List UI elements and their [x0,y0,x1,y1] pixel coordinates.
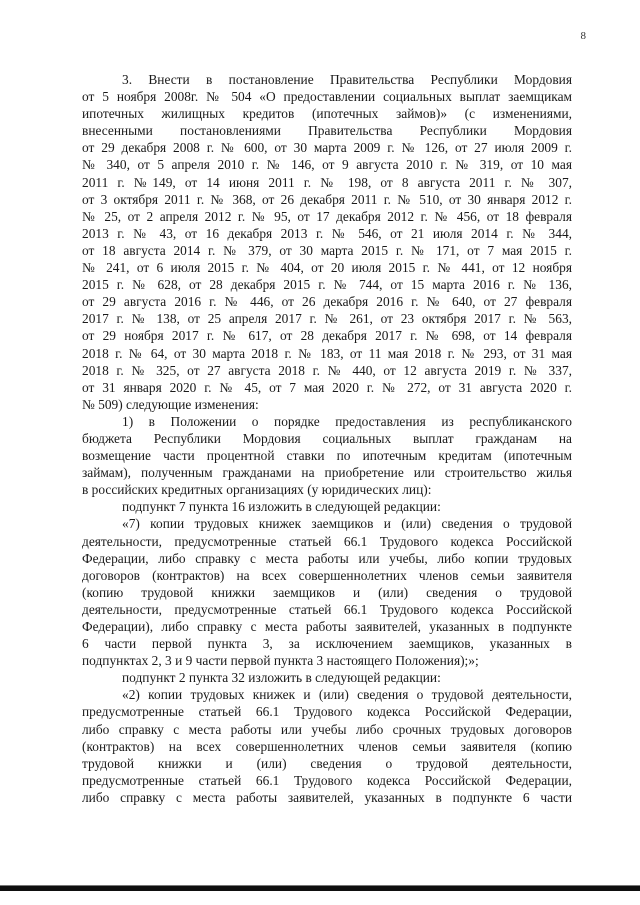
text-line: Федерации, либо справку с места работы или учебы, либо копии трудовых [82,550,572,566]
text-line: займам), полученным гражданами на приобретение или строительство жилья [82,465,572,481]
text-line: от 18 августа 2014 г. № 379, от 30 марта 2015 г. № 171, от 7 мая 2015 г. [82,242,572,258]
text-line: внесенными постановлениями Правительства Республики Мордовия [82,123,572,139]
text-line: от 29 ноября 2017 г. № 617, от 28 декабря 2017 г. № 698, от 14 февраля [82,328,572,344]
text-line: Федерации), либо справку с места работы заявителей, указанных в подпункте [82,619,572,634]
text-line: № 25, от 2 апреля 2012 г. № 95, от 17 декабря 2012 г. № 456, от 18 февраля [82,208,572,224]
text-line: подпунктах 2, 3 и 9 части первой пункта 3 настоящего Положения);»; [82,653,479,669]
text-line: от 29 августа 2016 г. № 446, от 26 декабря 2016 г. № 640, от 27 февраля [82,294,572,310]
text-line: № 241, от 6 июля 2015 г. № 404, от 20 июля 2015 г. № 441, от 12 ноября [82,260,572,276]
text-line: в российских кредитных организациях (у юридических лиц): [82,482,432,498]
scan-edge-bar [0,886,640,891]
text-line: от 29 декабря 2008 г. № 600, от 30 марта 2009 г. № 126, от 27 июля 2009 г. [82,140,572,156]
text-line: предусмотренные статьей 66.1 Трудового кодекса Российской Федерации, [82,704,572,720]
text-line: либо справку с места работы или учебы либо срочных трудовых договоров [82,721,572,737]
text-line: № 509) следующие изменения: [82,396,259,412]
text-line: предусмотренные статьей 66.1 Трудового кодекса Российской Федерации, [82,772,572,788]
text-line: 2018 г. № 64, от 30 марта 2018 г. № 183, от 11 мая 2018 г. № 293, от 31 мая [82,345,572,361]
text-line: от 5 ноября 2008г. № 504 «О предоставлении социальных выплат заемщикам [82,89,572,105]
text-line: № 340, от 5 апреля 2010 г. № 146, от 9 августа 2010 г. № 319, от 10 мая [82,157,572,173]
page-number: 8 [580,30,586,42]
text-line: 6 части первой пункта 3, за исключением заемщиков, указанных в [82,636,572,652]
text-line: ипотечных жилищных кредитов (ипотечных займов)» (с изменениями, [82,106,572,122]
text-line: 2015 г. № 628, от 28 декабря 2015 г. № 744, от 15 марта 2016 г. № 136, [82,277,572,293]
text-line: либо справку с места работы заявителей, указанных в подпункте 6 части [82,789,572,805]
text-line: возмещение части процентной ставки по ипотечным кредитам (ипотечным [82,448,572,464]
text-line: 2017 г. № 138, от 25 апреля 2017 г. № 261, от 23 октября 2017 г. № 563, [82,311,572,327]
text-line: 1) в Положении о порядке предоставления из республиканского [122,413,572,429]
text-line: от 3 октября 2011 г. № 368, от 26 декабря 2011 г. № 510, от 30 января 2012 г. [82,191,572,207]
text-line: от 31 января 2020 г. № 45, от 7 мая 2020 г. № 272, от 31 августа 2020 г. [82,379,572,395]
text-line: деятельности, предусмотренные статьей 66.1 Трудового кодекса Российской [82,601,572,617]
text-line: бюджета Республики Мордовия социальных выплат гражданам на [82,430,572,446]
text-line: (контрактов) на всех совершеннолетних членов семьи заявителя (копию [82,738,572,754]
text-line: (копию трудовой книжки заемщиков и (или) сведения о трудовой [82,584,572,600]
text-line: подпункт 7 пункта 16 изложить в следующей редакции: [122,499,441,515]
text-line: 3. Внести в постановление Правительства Республики Мордовия [122,72,572,87]
text-line: «2) копии трудовых книжек и (или) сведения о трудовой деятельности, [122,687,572,703]
text-line: 2011 г. №149, от 14 июня 2011 г. № 198, от 8 августа 2011 г. № 307, [82,174,572,190]
text-line: 2013 г. № 43, от 16 декабря 2013 г. № 546, от 21 июля 2014 г. № 344, [82,225,572,241]
text-line: «7) копии трудовых книжек заемщиков и (или) сведения о трудовой [122,516,572,532]
text-line: 2018 г. № 325, от 27 августа 2018 г. № 440, от 12 августа 2019 г. № 337, [82,362,572,378]
text-line: подпункт 2 пункта 32 изложить в следующей редакции: [122,670,441,686]
text-line: деятельности, предусмотренные статьей 66.1 Трудового кодекса Российской [82,533,572,549]
text-line: договоров (контрактов) на всех совершеннолетних членов семьи заявителя [82,567,572,583]
document-body [82,71,572,806]
text-line: трудовой книжки и (или) сведения о трудовой деятельности, [82,755,572,771]
